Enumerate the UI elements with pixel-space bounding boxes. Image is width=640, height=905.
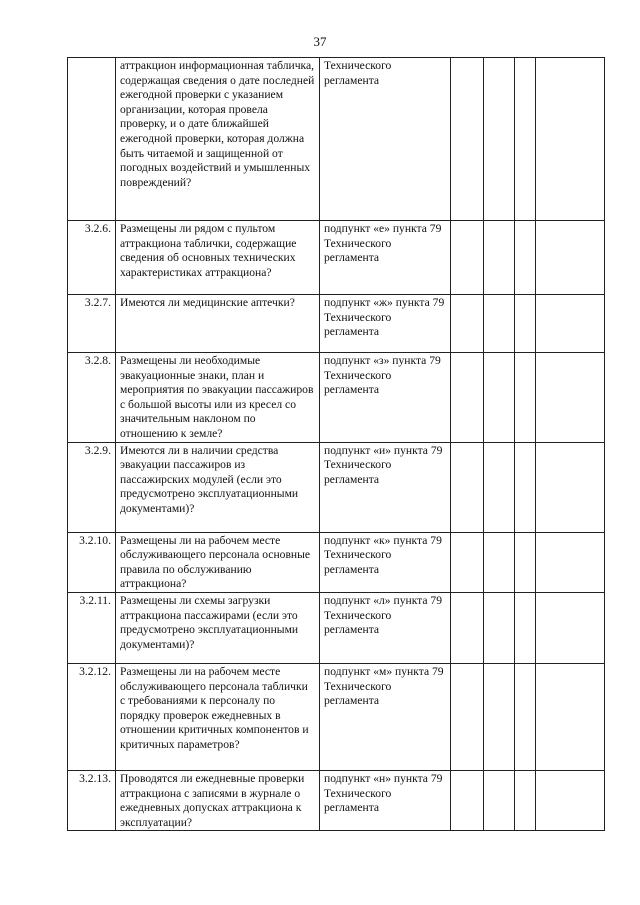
reference-cell: подпункт «н» пункта 79 Технического регламента: [320, 770, 451, 830]
na-cell: [515, 58, 536, 221]
yes-cell: [451, 295, 484, 353]
yes-cell: [451, 442, 484, 532]
na-cell: [515, 295, 536, 353]
item-number: 3.2.6.: [68, 221, 116, 295]
no-cell: [484, 221, 515, 295]
item-number: 3.2.10.: [68, 532, 116, 592]
yes-cell: [451, 353, 484, 443]
no-cell: [484, 592, 515, 663]
yes-cell: [451, 532, 484, 592]
reference-cell: подпункт «к» пункта 79 Технического регламента: [320, 532, 451, 592]
no-cell: [484, 58, 515, 221]
reference-cell: подпункт «ж» пункта 79 Технического регламента: [320, 295, 451, 353]
notes-cell: [536, 58, 605, 221]
notes-cell: [536, 770, 605, 830]
no-cell: [484, 663, 515, 770]
question-cell: Размещены ли на рабочем месте обслуживающего персонала таблички с требованиями к персоналу по порядку проверок ежедневных в отношении критичных компонентов и критичных параметров?: [116, 663, 320, 770]
reference-cell: подпункт «з» пункта 79 Технического регламента: [320, 353, 451, 443]
no-cell: [484, 353, 515, 443]
table-row: [68, 295, 605, 353]
table-row: [68, 58, 605, 221]
na-cell: [515, 442, 536, 532]
question-cell: Проводятся ли ежедневные проверки аттракциона с записями в журнале о ежедневных допусках аттракциона к эксплуатации?: [116, 770, 320, 830]
notes-cell: [536, 663, 605, 770]
table-row: [68, 592, 605, 663]
yes-cell: [451, 592, 484, 663]
checklist-table: [67, 57, 605, 831]
item-number: 3.2.13.: [68, 770, 116, 830]
no-cell: [484, 770, 515, 830]
item-number: 3.2.11.: [68, 592, 116, 663]
reference-cell: подпункт «м» пункта 79 Технического регламента: [320, 663, 451, 770]
notes-cell: [536, 532, 605, 592]
item-number: [68, 58, 116, 221]
na-cell: [515, 770, 536, 830]
question-cell: Размещены ли схемы загрузки аттракциона пассажирами (если это предусмотрено эксплуатационными документами)?: [116, 592, 320, 663]
item-number: 3.2.12.: [68, 663, 116, 770]
na-cell: [515, 592, 536, 663]
table-row: [68, 221, 605, 295]
yes-cell: [451, 58, 484, 221]
yes-cell: [451, 770, 484, 830]
table-row: [68, 442, 605, 532]
na-cell: [515, 532, 536, 592]
na-cell: [515, 353, 536, 443]
reference-cell: Технического регламента: [320, 58, 451, 221]
table-row: [68, 770, 605, 830]
reference-cell: подпункт «е» пункта 79 Технического регламента: [320, 221, 451, 295]
page-number: 37: [313, 34, 327, 49]
notes-cell: [536, 221, 605, 295]
item-number: 3.2.7.: [68, 295, 116, 353]
no-cell: [484, 532, 515, 592]
question-cell: Размещены ли на рабочем месте обслуживающего персонала основные правила по обслуживанию аттракциона?: [116, 532, 320, 592]
question-cell: аттракцион информационная табличка, содержащая сведения о дате последней ежегодной проверки с указанием организации, которая провела проверку, и о дате ближайшей ежегодной проверки, которая должна быть читаемой и защищенной от погодных воздействий и умышленных повреждений?: [116, 58, 320, 221]
na-cell: [515, 221, 536, 295]
no-cell: [484, 442, 515, 532]
notes-cell: [536, 442, 605, 532]
table-row: [68, 663, 605, 770]
notes-cell: [536, 592, 605, 663]
question-cell: Размещены ли необходимые эвакуационные знаки, план и мероприятия по эвакуации пассажиров с большой высоты или из кресел со значительным наклоном по отношению к земле?: [116, 353, 320, 443]
yes-cell: [451, 221, 484, 295]
table-row: [68, 532, 605, 592]
item-number: 3.2.9.: [68, 442, 116, 532]
reference-cell: подпункт «л» пункта 79 Технического регламента: [320, 592, 451, 663]
yes-cell: [451, 663, 484, 770]
reference-cell: подпункт «и» пункта 79 Технического регламента: [320, 442, 451, 532]
na-cell: [515, 663, 536, 770]
notes-cell: [536, 353, 605, 443]
item-number: 3.2.8.: [68, 353, 116, 443]
table-row: [68, 353, 605, 443]
notes-cell: [536, 295, 605, 353]
question-cell: Размещены ли рядом с пультом аттракциона таблички, содержащие сведения об основных технических характеристиках аттракциона?: [116, 221, 320, 295]
question-cell: Имеются ли в наличии средства эвакуации пассажиров из пассажирских модулей (если это предусмотрено эксплуатационными документами)?: [116, 442, 320, 532]
question-cell: Имеются ли медицинские аптечки?: [116, 295, 320, 353]
no-cell: [484, 295, 515, 353]
